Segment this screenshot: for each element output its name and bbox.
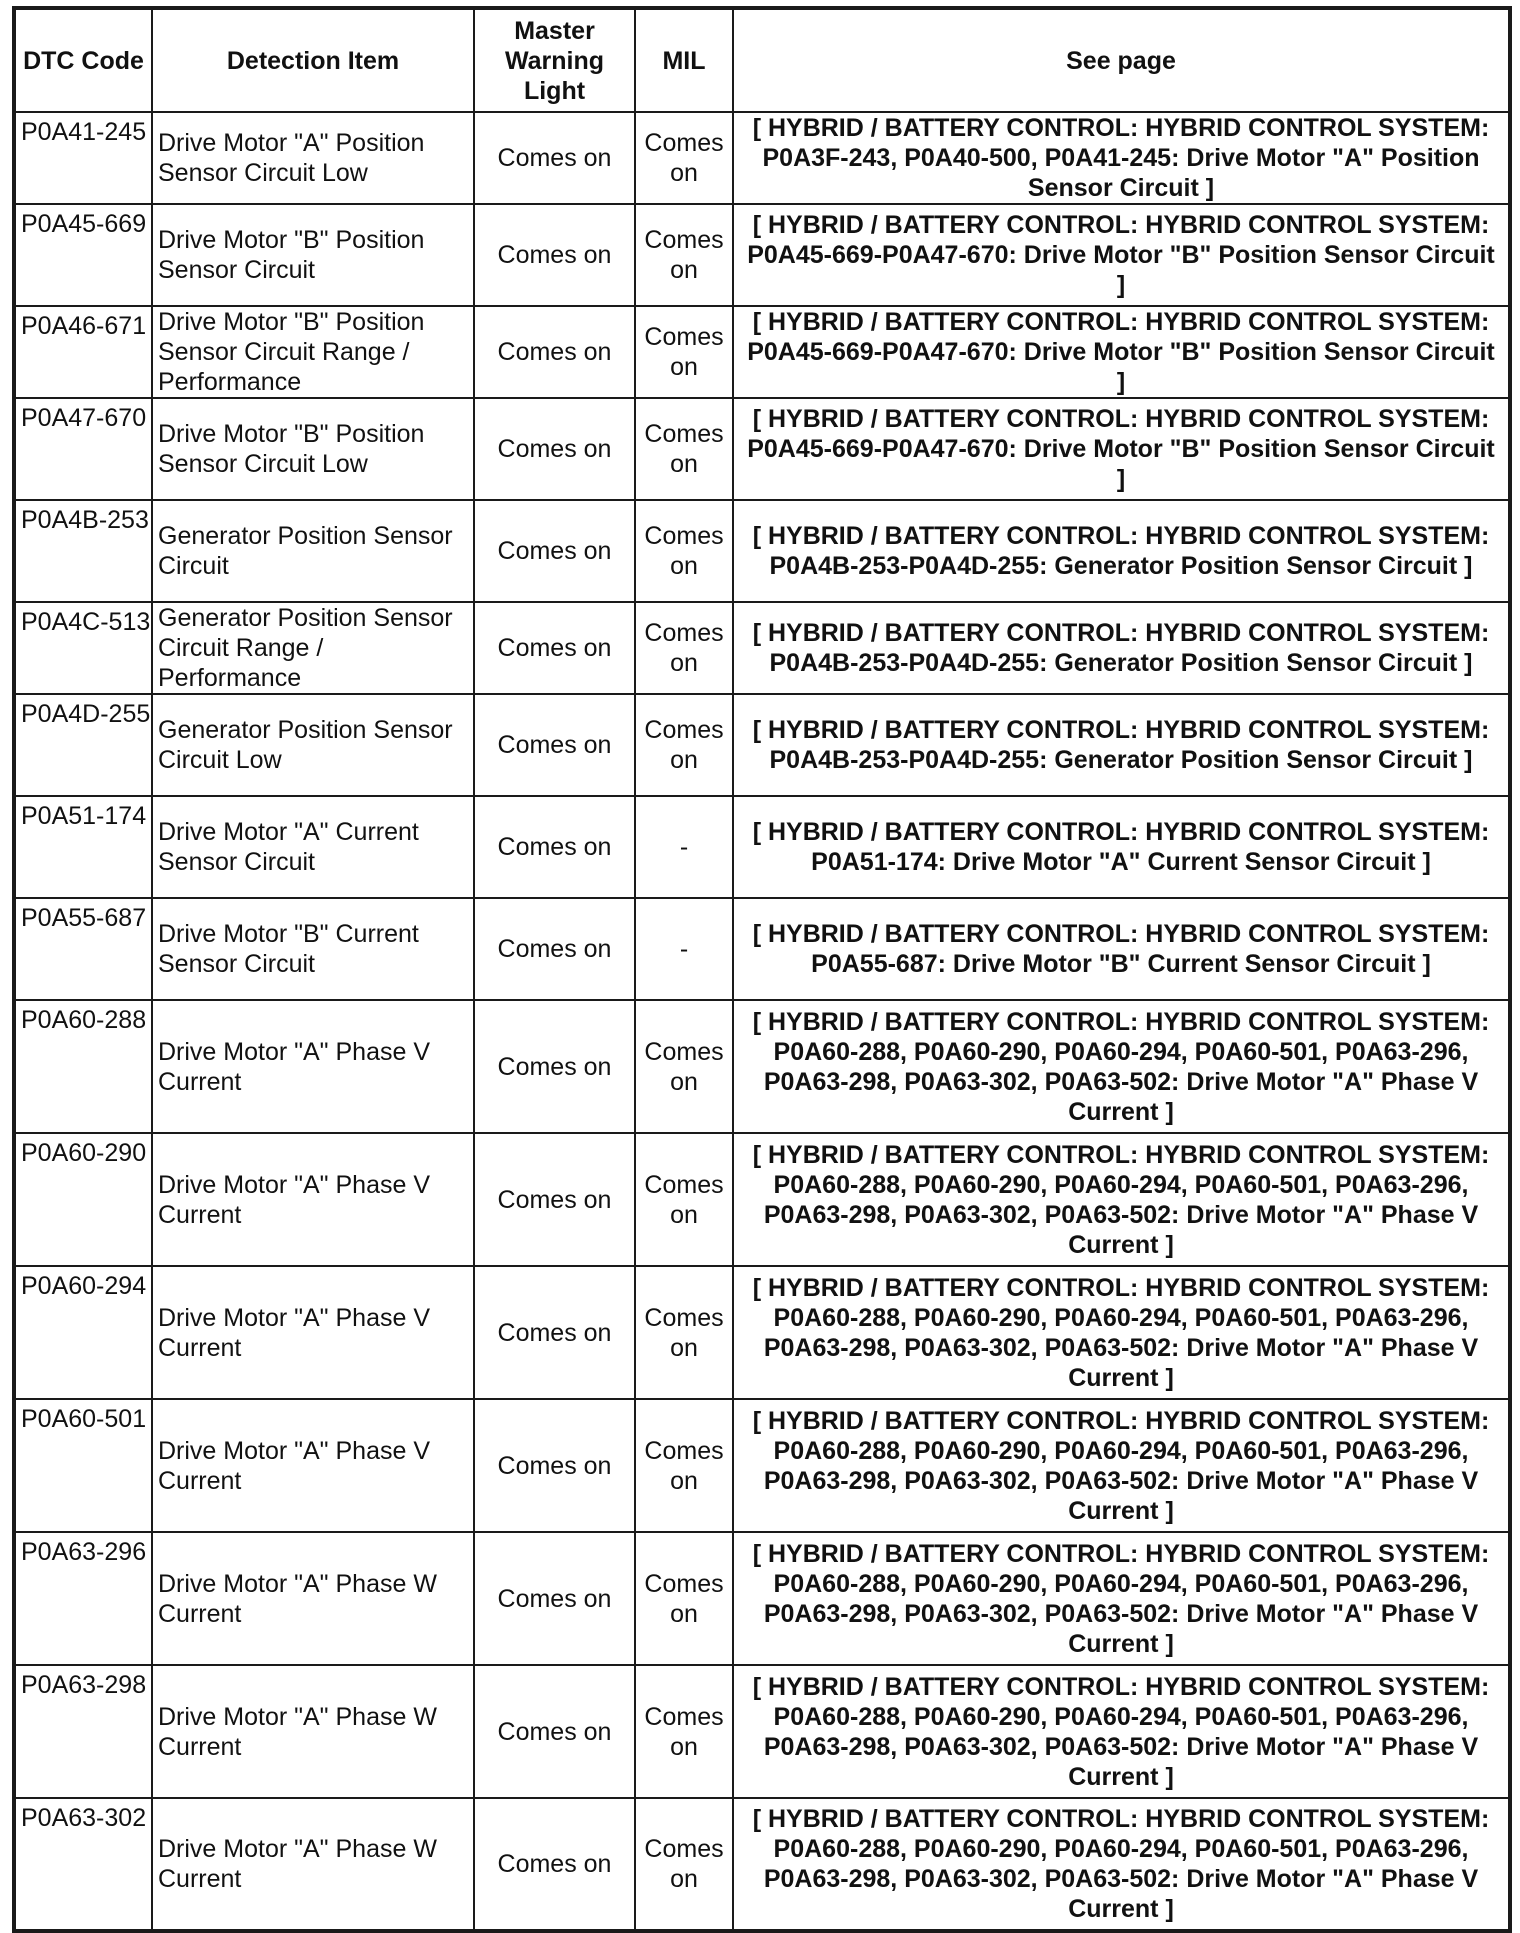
see-page-link[interactable]: [ HYBRID / BATTERY CONTROL: HYBRID CONTROL SYSTEM: P0A55-687: Drive Motor "B" Current Sensor Circuit ] [733, 898, 1510, 1000]
detection-item-cell: Drive Motor "A" Phase W Current [152, 1798, 474, 1931]
dtc-code-cell: P0A60-501 [14, 1399, 152, 1532]
header-see-page: See page [733, 8, 1510, 112]
see-page-link[interactable]: [ HYBRID / BATTERY CONTROL: HYBRID CONTROL SYSTEM: P0A45-669-P0A47-670: Drive Motor "B" Position Sensor Circuit ] [733, 306, 1510, 398]
table-row [14, 112, 1510, 204]
table-row [14, 1000, 1510, 1133]
mil-cell: Comes on [635, 204, 733, 306]
master-warning-light-cell: Comes on [474, 1399, 635, 1532]
mil-cell: Comes on [635, 1399, 733, 1532]
master-warning-light-cell: Comes on [474, 796, 635, 898]
detection-item-cell: Drive Motor "B" Current Sensor Circuit [152, 898, 474, 1000]
mil-cell: Comes on [635, 112, 733, 204]
see-page-link[interactable]: [ HYBRID / BATTERY CONTROL: HYBRID CONTROL SYSTEM: P0A3F-243, P0A40-500, P0A41-245: Drive Motor "A" Position Sensor Circuit ] [733, 112, 1510, 204]
see-page-link[interactable]: [ HYBRID / BATTERY CONTROL: HYBRID CONTROL SYSTEM: P0A60-288, P0A60-290, P0A60-294, P0A60-501, P0A63-296, P0A63-298, P0A63-302, P0A63-502: Drive Motor "A" Phase V Current ] [733, 1266, 1510, 1399]
dtc-code-cell: P0A60-290 [14, 1133, 152, 1266]
table-row [14, 1266, 1510, 1399]
dtc-code-cell: P0A55-687 [14, 898, 152, 1000]
see-page-link[interactable]: [ HYBRID / BATTERY CONTROL: HYBRID CONTROL SYSTEM: P0A51-174: Drive Motor "A" Current Sensor Circuit ] [733, 796, 1510, 898]
table-row [14, 694, 1510, 796]
dtc-code-cell: P0A46-671 [14, 306, 152, 398]
mil-cell: Comes on [635, 1133, 733, 1266]
mil-cell: Comes on [635, 694, 733, 796]
dtc-code-cell: P0A4C-513 [14, 602, 152, 694]
mil-cell: Comes on [635, 1266, 733, 1399]
detection-item-cell: Drive Motor "A" Phase W Current [152, 1665, 474, 1798]
master-warning-light-cell: Comes on [474, 398, 635, 500]
master-warning-light-cell: Comes on [474, 602, 635, 694]
dtc-code-cell: P0A51-174 [14, 796, 152, 898]
see-page-link[interactable]: [ HYBRID / BATTERY CONTROL: HYBRID CONTROL SYSTEM: P0A60-288, P0A60-290, P0A60-294, P0A60-501, P0A63-296, P0A63-298, P0A63-302, P0A63-502: Drive Motor "A" Phase V Current ] [733, 1133, 1510, 1266]
detection-item-cell: Generator Position Sensor Circuit Range / Performance [152, 602, 474, 694]
detection-item-cell: Generator Position Sensor Circuit [152, 500, 474, 602]
mil-cell: - [635, 898, 733, 1000]
dtc-code-cell: P0A47-670 [14, 398, 152, 500]
mil-cell: Comes on [635, 1665, 733, 1798]
dtc-code-cell: P0A63-302 [14, 1798, 152, 1931]
see-page-link[interactable]: [ HYBRID / BATTERY CONTROL: HYBRID CONTROL SYSTEM: P0A60-288, P0A60-290, P0A60-294, P0A60-501, P0A63-296, P0A63-298, P0A63-302, P0A63-502: Drive Motor "A" Phase V Current ] [733, 1532, 1510, 1665]
mil-cell: Comes on [635, 602, 733, 694]
master-warning-light-cell: Comes on [474, 1532, 635, 1665]
master-warning-light-cell: Comes on [474, 898, 635, 1000]
detection-item-cell: Drive Motor "B" Position Sensor Circuit Range / Performance [152, 306, 474, 398]
see-page-link[interactable]: [ HYBRID / BATTERY CONTROL: HYBRID CONTROL SYSTEM: P0A60-288, P0A60-290, P0A60-294, P0A60-501, P0A63-296, P0A63-298, P0A63-302, P0A63-502: Drive Motor "A" Phase V Current ] [733, 1399, 1510, 1532]
table-row [14, 602, 1510, 694]
header-row [14, 8, 1510, 112]
table-row [14, 204, 1510, 306]
dtc-code-cell: P0A63-298 [14, 1665, 152, 1798]
dtc-code-cell: P0A41-245 [14, 112, 152, 204]
mil-cell: Comes on [635, 500, 733, 602]
table-row [14, 898, 1510, 1000]
detection-item-cell: Drive Motor "A" Phase V Current [152, 1133, 474, 1266]
table-row [14, 796, 1510, 898]
see-page-link[interactable]: [ HYBRID / BATTERY CONTROL: HYBRID CONTROL SYSTEM: P0A4B-253-P0A4D-255: Generator Position Sensor Circuit ] [733, 500, 1510, 602]
master-warning-light-cell: Comes on [474, 1266, 635, 1399]
table-row [14, 1798, 1510, 1931]
see-page-link[interactable]: [ HYBRID / BATTERY CONTROL: HYBRID CONTROL SYSTEM: P0A60-288, P0A60-290, P0A60-294, P0A60-501, P0A63-296, P0A63-298, P0A63-302, P0A63-502: Drive Motor "A" Phase V Current ] [733, 1000, 1510, 1133]
detection-item-cell: Drive Motor "A" Phase W Current [152, 1532, 474, 1665]
dtc-code-cell: P0A45-669 [14, 204, 152, 306]
see-page-link[interactable]: [ HYBRID / BATTERY CONTROL: HYBRID CONTROL SYSTEM: P0A45-669-P0A47-670: Drive Motor "B" Position Sensor Circuit ] [733, 398, 1510, 500]
mil-cell: Comes on [635, 306, 733, 398]
dtc-code-cell: P0A60-288 [14, 1000, 152, 1133]
see-page-link[interactable]: [ HYBRID / BATTERY CONTROL: HYBRID CONTROL SYSTEM: P0A4B-253-P0A4D-255: Generator Position Sensor Circuit ] [733, 602, 1510, 694]
master-warning-light-cell: Comes on [474, 1133, 635, 1266]
header-dtc-code: DTC Code [14, 8, 152, 112]
dtc-code-cell: P0A4D-255 [14, 694, 152, 796]
dtc-table [12, 6, 1512, 1933]
mil-cell: - [635, 796, 733, 898]
dtc-code-cell: P0A4B-253 [14, 500, 152, 602]
master-warning-light-cell: Comes on [474, 306, 635, 398]
detection-item-cell: Drive Motor "B" Position Sensor Circuit [152, 204, 474, 306]
master-warning-light-cell: Comes on [474, 1798, 635, 1931]
see-page-link[interactable]: [ HYBRID / BATTERY CONTROL: HYBRID CONTROL SYSTEM: P0A4B-253-P0A4D-255: Generator Position Sensor Circuit ] [733, 694, 1510, 796]
mil-cell: Comes on [635, 1798, 733, 1931]
master-warning-light-cell: Comes on [474, 204, 635, 306]
mil-cell: Comes on [635, 1532, 733, 1665]
detection-item-cell: Drive Motor "A" Phase V Current [152, 1399, 474, 1532]
master-warning-light-cell: Comes on [474, 694, 635, 796]
dtc-code-cell: P0A60-294 [14, 1266, 152, 1399]
table-row [14, 1399, 1510, 1532]
master-warning-light-cell: Comes on [474, 500, 635, 602]
detection-item-cell: Drive Motor "A" Position Sensor Circuit Low [152, 112, 474, 204]
table-row [14, 1532, 1510, 1665]
detection-item-cell: Drive Motor "B" Position Sensor Circuit Low [152, 398, 474, 500]
dtc-table-sheet [12, 6, 1508, 1933]
table-row [14, 500, 1510, 602]
table-row [14, 306, 1510, 398]
detection-item-cell: Drive Motor "A" Phase V Current [152, 1266, 474, 1399]
master-warning-light-cell: Comes on [474, 112, 635, 204]
dtc-code-cell: P0A63-296 [14, 1532, 152, 1665]
master-warning-light-cell: Comes on [474, 1665, 635, 1798]
mil-cell: Comes on [635, 1000, 733, 1133]
table-row [14, 398, 1510, 500]
see-page-link[interactable]: [ HYBRID / BATTERY CONTROL: HYBRID CONTROL SYSTEM: P0A60-288, P0A60-290, P0A60-294, P0A60-501, P0A63-296, P0A63-298, P0A63-302, P0A63-502: Drive Motor "A" Phase V Current ] [733, 1665, 1510, 1798]
master-warning-light-cell: Comes on [474, 1000, 635, 1133]
see-page-link[interactable]: [ HYBRID / BATTERY CONTROL: HYBRID CONTROL SYSTEM: P0A45-669-P0A47-670: Drive Motor "B" Position Sensor Circuit ] [733, 204, 1510, 306]
header-mil: MIL [635, 8, 733, 112]
header-detection-item: Detection Item [152, 8, 474, 112]
table-row [14, 1133, 1510, 1266]
table-row [14, 1665, 1510, 1798]
detection-item-cell: Drive Motor "A" Phase V Current [152, 1000, 474, 1133]
detection-item-cell: Generator Position Sensor Circuit Low [152, 694, 474, 796]
mil-cell: Comes on [635, 398, 733, 500]
detection-item-cell: Drive Motor "A" Current Sensor Circuit [152, 796, 474, 898]
see-page-link[interactable]: [ HYBRID / BATTERY CONTROL: HYBRID CONTROL SYSTEM: P0A60-288, P0A60-290, P0A60-294, P0A60-501, P0A63-296, P0A63-298, P0A63-302, P0A63-502: Drive Motor "A" Phase V Current ] [733, 1798, 1510, 1931]
header-master-warning-light: Master Warning Light [474, 8, 635, 112]
